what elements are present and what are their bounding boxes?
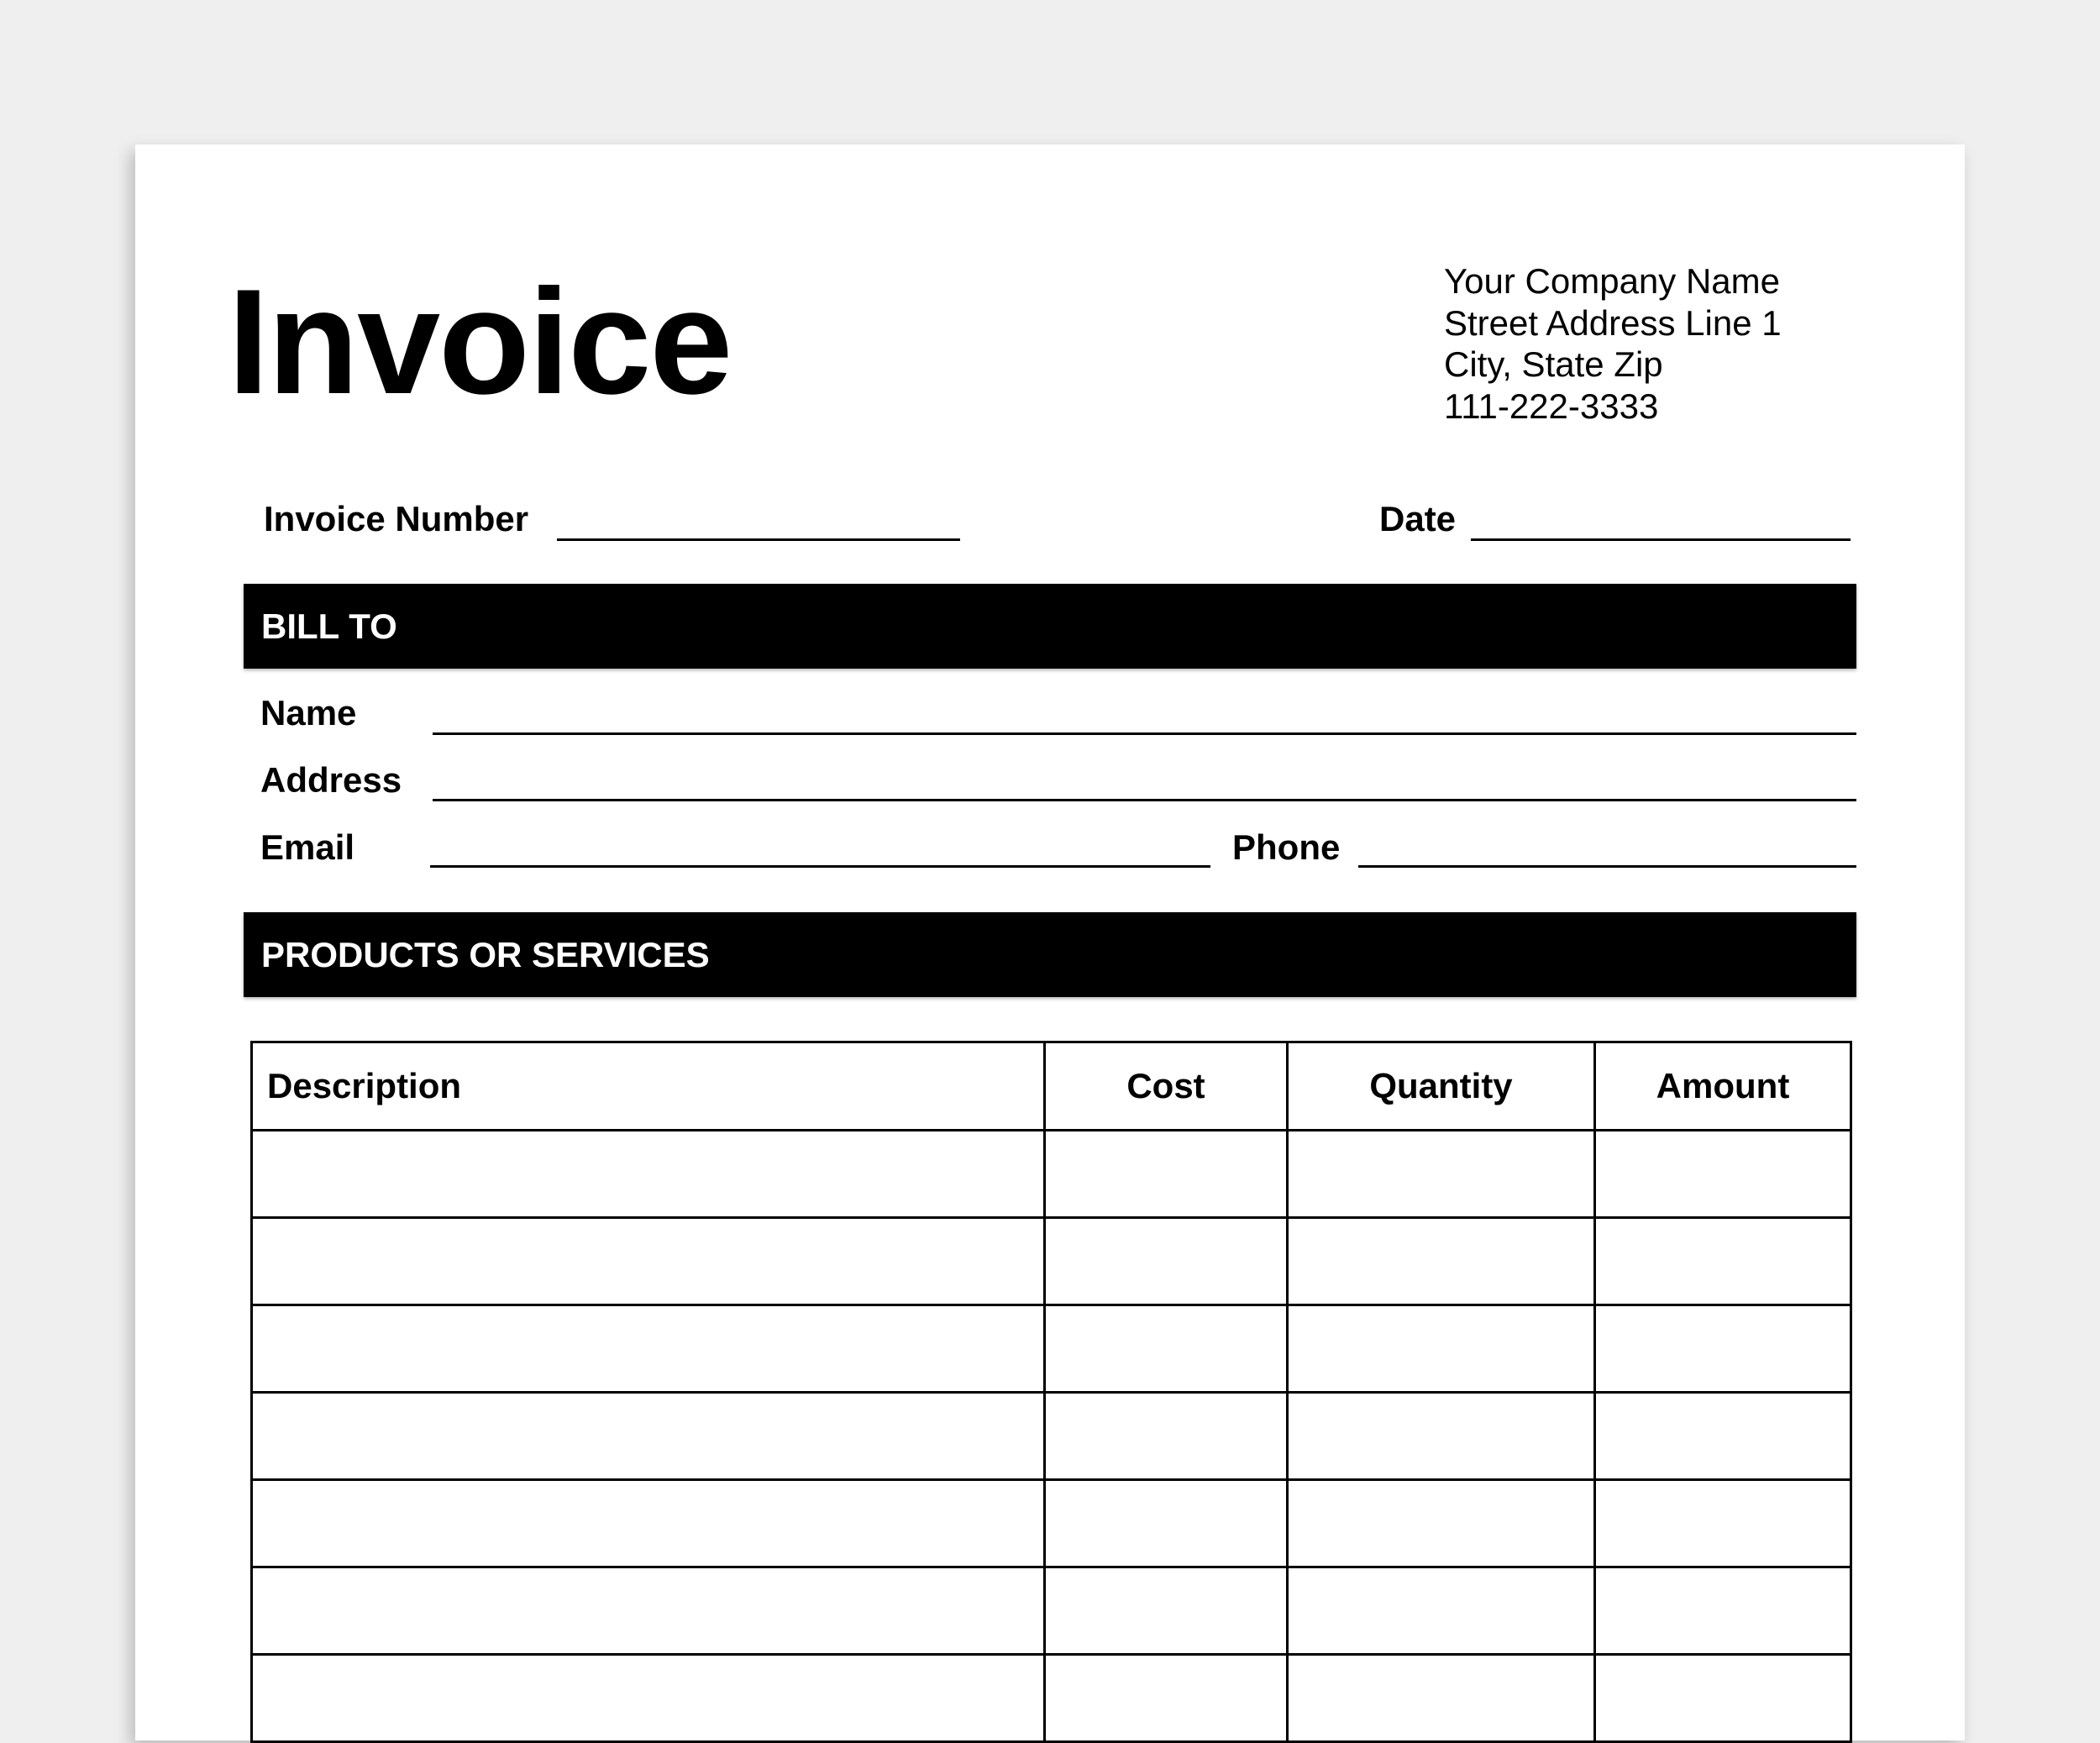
quantity-cell[interactable]: [1288, 1480, 1595, 1567]
cost-cell[interactable]: [1045, 1218, 1288, 1305]
column-quantity: Quantity: [1288, 1042, 1595, 1131]
quantity-cell[interactable]: [1288, 1393, 1595, 1480]
table-header-row: [252, 1042, 1851, 1131]
column-description: Description: [252, 1042, 1045, 1131]
amount-cell[interactable]: [1595, 1567, 1851, 1655]
date-field[interactable]: [1471, 538, 1851, 541]
amount-cell[interactable]: [1595, 1393, 1851, 1480]
table-body: [252, 1131, 1851, 1742]
phone-field[interactable]: [1358, 865, 1856, 868]
products-heading: PRODUCTS OR SERVICES: [261, 934, 710, 974]
email-label: Email: [260, 827, 355, 867]
amount-cell[interactable]: [1595, 1655, 1851, 1742]
bill-to-header: [244, 584, 1856, 669]
column-amount: Amount: [1595, 1042, 1851, 1131]
description-cell[interactable]: [252, 1655, 1045, 1742]
cost-cell[interactable]: [1045, 1567, 1288, 1655]
company-phone: 111-222-3333: [1444, 386, 1659, 426]
description-cell[interactable]: [252, 1567, 1045, 1655]
invoice-number-label: Invoice Number: [264, 499, 529, 538]
cost-cell[interactable]: [1045, 1655, 1288, 1742]
quantity-cell[interactable]: [1288, 1567, 1595, 1655]
address-field[interactable]: [433, 799, 1856, 801]
company-street: Street Address Line 1: [1444, 302, 1782, 343]
table-row: [252, 1131, 1851, 1218]
name-field[interactable]: [433, 732, 1856, 735]
company-name: Your Company Name: [1444, 261, 1780, 301]
date-label: Date: [1379, 499, 1457, 538]
quantity-cell[interactable]: [1288, 1305, 1595, 1393]
invoice-title: Invoice: [228, 258, 732, 425]
amount-cell[interactable]: [1595, 1131, 1851, 1218]
table-row: [252, 1480, 1851, 1567]
cost-cell[interactable]: [1045, 1480, 1288, 1567]
quantity-cell[interactable]: [1288, 1655, 1595, 1742]
description-cell[interactable]: [252, 1480, 1045, 1567]
address-label: Address: [260, 760, 402, 800]
phone-label: Phone: [1232, 827, 1341, 867]
amount-cell[interactable]: [1595, 1480, 1851, 1567]
cost-cell[interactable]: [1045, 1393, 1288, 1480]
table-row: [252, 1567, 1851, 1655]
table-row: [252, 1655, 1851, 1742]
company-city: City, State Zip: [1444, 344, 1663, 384]
quantity-cell[interactable]: [1288, 1218, 1595, 1305]
email-field[interactable]: [430, 865, 1210, 868]
description-cell[interactable]: [252, 1131, 1045, 1218]
amount-cell[interactable]: [1595, 1218, 1851, 1305]
cost-cell[interactable]: [1045, 1305, 1288, 1393]
description-cell[interactable]: [252, 1218, 1045, 1305]
bill-to-heading: BILL TO: [261, 606, 397, 646]
quantity-cell[interactable]: [1288, 1131, 1595, 1218]
table-row: [252, 1218, 1851, 1305]
invoice-number-field[interactable]: [557, 538, 960, 541]
products-table: [250, 1041, 1852, 1743]
description-cell[interactable]: [252, 1393, 1045, 1480]
cost-cell[interactable]: [1045, 1131, 1288, 1218]
column-cost: Cost: [1045, 1042, 1288, 1131]
amount-cell[interactable]: [1595, 1305, 1851, 1393]
products-header: [244, 912, 1856, 997]
company-info: [1444, 260, 1782, 427]
table-row: [252, 1393, 1851, 1480]
description-cell[interactable]: [252, 1305, 1045, 1393]
name-label: Name: [260, 693, 357, 732]
table-row: [252, 1305, 1851, 1393]
